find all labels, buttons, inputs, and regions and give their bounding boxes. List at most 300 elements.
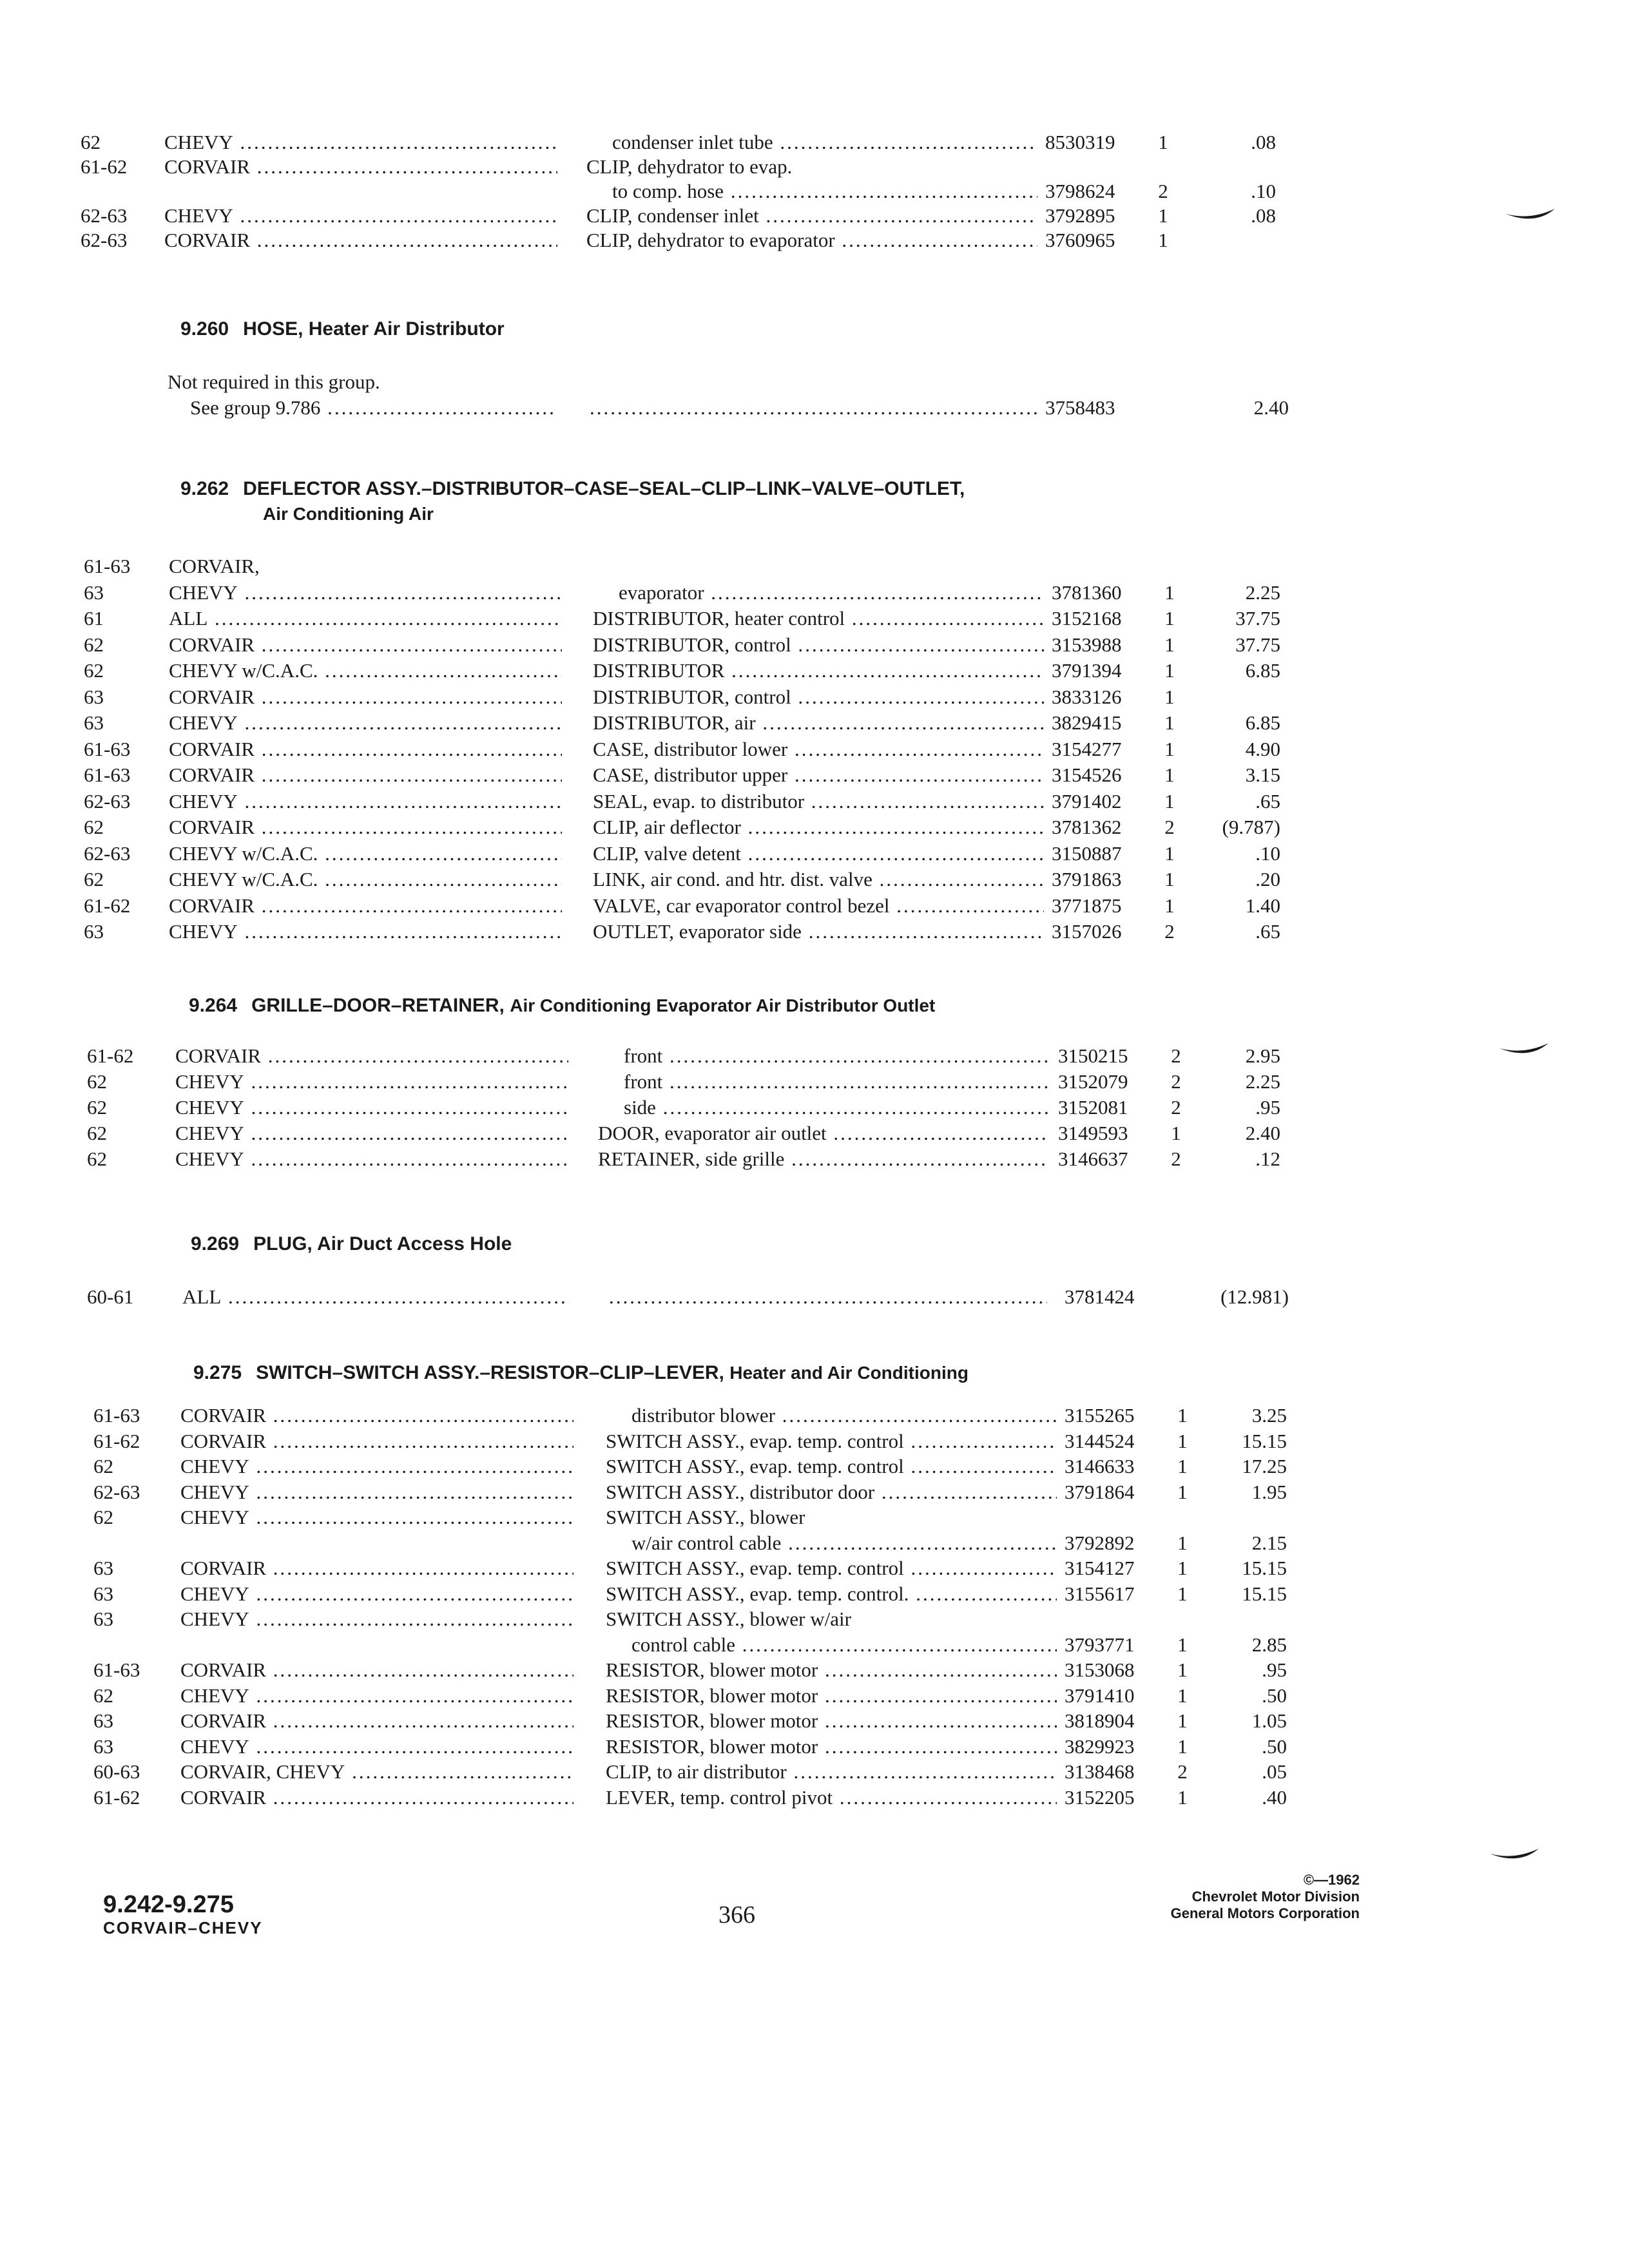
- description: RESISTOR, blower motor .....: [606, 1733, 1057, 1760]
- year: 61-63: [93, 1404, 140, 1427]
- part-number: 3792895: [1045, 204, 1115, 227]
- model: CORVAIR .....: [169, 631, 562, 658]
- note-line-1: Not required in this group.: [168, 370, 380, 393]
- quantity: 1: [1177, 1709, 1188, 1732]
- section-heading-9262: [180, 476, 965, 503]
- year: 62: [87, 1122, 107, 1144]
- table-row: [0, 1581, 1629, 1608]
- model: CORVAIR .....: [180, 1402, 574, 1429]
- quantity: 1: [1177, 1633, 1188, 1656]
- section-number: 9.269: [191, 1233, 240, 1254]
- table-row: [0, 631, 1629, 658]
- model: CHEVY .....: [169, 788, 562, 815]
- quantity: 1: [1158, 229, 1168, 251]
- part-number: 3758483: [1045, 396, 1115, 419]
- description: w/air control cable .....: [631, 1530, 1057, 1557]
- model: CORVAIR,: [169, 555, 260, 577]
- quantity: 1: [1158, 204, 1168, 227]
- description: condenser inlet tube .....: [612, 129, 1037, 156]
- model: CHEVY .....: [175, 1094, 568, 1121]
- model: CHEVY .....: [180, 1479, 574, 1506]
- year: 63: [93, 1582, 113, 1605]
- model: CORVAIR .....: [164, 153, 557, 180]
- description: CASE, distributor upper .....: [593, 762, 1044, 789]
- section-heading-9260: [180, 316, 505, 343]
- model: CHEVY .....: [164, 129, 557, 156]
- model: CHEVY .....: [169, 579, 562, 606]
- model: CHEVY .....: [180, 1581, 574, 1608]
- table-row: [0, 1068, 1629, 1095]
- model: CORVAIR .....: [169, 684, 562, 711]
- quantity: 1: [1177, 1582, 1188, 1605]
- section-heading-9269: [191, 1231, 512, 1258]
- part-number: 3144524: [1065, 1429, 1135, 1452]
- quantity: 1: [1177, 1531, 1188, 1554]
- table-row: [0, 1479, 1629, 1506]
- margin-mark: [1505, 206, 1556, 226]
- description: LINK, air cond. and htr. dist. valve .....: [593, 866, 1044, 893]
- model: ALL .....: [182, 1283, 569, 1311]
- description: CLIP, valve detent .....: [593, 840, 1044, 867]
- year: 61-62: [81, 155, 128, 178]
- description: SWITCH ASSY., blower: [606, 1506, 805, 1528]
- model: CHEVY .....: [164, 202, 557, 229]
- price: .65: [1255, 789, 1280, 812]
- description: SWITCH ASSY., distributor door .....: [606, 1479, 1057, 1506]
- part-number: 3791864: [1065, 1480, 1135, 1503]
- model: CHEVY .....: [175, 1068, 568, 1095]
- year: 62: [87, 1096, 107, 1119]
- model: CORVAIR .....: [180, 1657, 574, 1684]
- part-number: 3153068: [1065, 1658, 1135, 1681]
- quantity: 1: [1164, 764, 1175, 786]
- model: CORVAIR, CHEVY .....: [180, 1758, 574, 1785]
- year: 62: [84, 868, 104, 890]
- quantity: 1: [1177, 1404, 1188, 1427]
- price: .65: [1255, 920, 1280, 943]
- description: DISTRIBUTOR .....: [593, 657, 1044, 684]
- quantity: 1: [1164, 659, 1175, 682]
- part-number: 3149593: [1058, 1122, 1128, 1144]
- price: 15.15: [1242, 1557, 1287, 1579]
- table-row: [0, 553, 1629, 580]
- section-number: 9.264: [189, 995, 238, 1016]
- table-row: [0, 1530, 1629, 1557]
- model: CHEVY w/C.A.C. .....: [169, 866, 562, 893]
- year: 62: [84, 816, 104, 838]
- description: LEVER, temp. control pivot .....: [606, 1784, 1057, 1811]
- description: DISTRIBUTOR, control .....: [593, 684, 1044, 711]
- table-row: [0, 1631, 1629, 1658]
- price: .12: [1255, 1148, 1280, 1170]
- table-row: [0, 1733, 1629, 1760]
- part-number: 3152081: [1058, 1096, 1128, 1119]
- part-number: 3829923: [1065, 1735, 1135, 1758]
- part-number: 3793771: [1065, 1633, 1135, 1656]
- model: CHEVY w/C.A.C. .....: [169, 657, 562, 684]
- price: .10: [1255, 841, 1280, 865]
- table-row: [0, 736, 1629, 763]
- year: 63: [84, 711, 104, 734]
- section-subtitle: Heater and Air Conditioning: [729, 1363, 969, 1383]
- part-number: 3155617: [1065, 1582, 1135, 1605]
- description: DISTRIBUTOR, heater control .....: [593, 605, 1044, 632]
- price: 2.15: [1251, 1531, 1287, 1554]
- model: CHEVY .....: [180, 1453, 574, 1480]
- part-number: 3771875: [1052, 894, 1122, 917]
- description: CASE, distributor lower .....: [593, 736, 1044, 763]
- model: CORVAIR .....: [180, 1784, 574, 1811]
- price: 2.85: [1251, 1633, 1287, 1656]
- year: 63: [93, 1557, 113, 1579]
- description: DISTRIBUTOR, air .....: [593, 709, 1044, 736]
- table-row: [0, 892, 1629, 919]
- table-row: [0, 709, 1629, 736]
- quantity: 2: [1158, 180, 1168, 202]
- description: front .....: [624, 1043, 1049, 1070]
- part-number: 3760965: [1045, 229, 1115, 251]
- part-number: 3781360: [1052, 581, 1122, 604]
- year: 62: [93, 1455, 113, 1477]
- table-row: [0, 1784, 1629, 1811]
- price: 15.15: [1242, 1582, 1287, 1605]
- price: 15.15: [1242, 1429, 1287, 1452]
- year: 63: [84, 581, 104, 604]
- part-number: 3792892: [1065, 1531, 1135, 1554]
- description: SWITCH ASSY., evap. temp. control .....: [606, 1453, 1057, 1480]
- description: RESISTOR, blower motor .....: [606, 1657, 1057, 1684]
- table-row: [0, 1120, 1629, 1147]
- price: 3.25: [1251, 1404, 1287, 1427]
- description: SEAL, evap. to distributor .....: [593, 788, 1044, 815]
- description: CLIP, dehydrator to evaporator .....: [586, 227, 1037, 254]
- year: 61-62: [93, 1429, 140, 1452]
- quantity: 1: [1164, 894, 1175, 917]
- description: CLIP, to air distributor .....: [606, 1758, 1057, 1785]
- section-title: HOSE, Heater Air Distributor: [243, 318, 505, 340]
- section-subtitle: Air Conditioning Evaporator Air Distributor Outlet: [510, 995, 936, 1015]
- year: 61-63: [84, 555, 131, 577]
- part-number: 3781362: [1052, 816, 1122, 838]
- margin-mark: [1498, 1041, 1550, 1060]
- price: .95: [1255, 1096, 1280, 1119]
- price: .05: [1262, 1760, 1287, 1783]
- part-number: 3154277: [1052, 737, 1122, 760]
- section-heading-9264: [189, 992, 935, 1019]
- description: CLIP, air deflector .....: [593, 814, 1044, 841]
- publisher-line-2: General Motors Corporation: [1170, 1905, 1360, 1921]
- quantity: 1: [1164, 581, 1175, 604]
- price: (9.787): [1222, 816, 1280, 838]
- quantity: 2: [1171, 1148, 1181, 1170]
- quantity: 2: [1171, 1070, 1181, 1093]
- table-row: [0, 1707, 1629, 1735]
- year: 61-62: [87, 1044, 134, 1067]
- table-row: [0, 684, 1629, 711]
- price: .08: [1251, 204, 1276, 227]
- leader-dots: [590, 394, 1041, 421]
- description: SWITCH ASSY., evap. temp. control .....: [606, 1555, 1057, 1582]
- table-row: [0, 1555, 1629, 1582]
- page-number: 366: [718, 1901, 755, 1928]
- year: 62-63: [81, 204, 128, 227]
- price: 1.40: [1245, 894, 1280, 917]
- price: 3.15: [1245, 764, 1280, 786]
- year: 63: [84, 920, 104, 943]
- table-row: [0, 1453, 1629, 1480]
- quantity: 2: [1164, 920, 1175, 943]
- margin-mark: [1489, 1846, 1540, 1865]
- description: SWITCH ASSY., evap. temp. control. .....: [606, 1581, 1057, 1608]
- year: 62: [84, 659, 104, 682]
- table-row: [0, 866, 1629, 893]
- year: 63: [93, 1709, 113, 1732]
- quantity: 1: [1177, 1557, 1188, 1579]
- price: 37.75: [1235, 607, 1280, 629]
- part-number: 3818904: [1065, 1709, 1135, 1732]
- table-row: [0, 762, 1629, 789]
- table-row: [0, 202, 1629, 229]
- description: control cable .....: [631, 1631, 1057, 1658]
- description: CLIP, dehydrator to evap.: [586, 155, 793, 178]
- part-number: 3154526: [1052, 764, 1122, 786]
- table-row: [0, 129, 1629, 156]
- model: CORVAIR .....: [169, 736, 562, 763]
- price: .50: [1262, 1735, 1287, 1758]
- year: 61-63: [84, 737, 131, 760]
- table-row: [0, 579, 1629, 606]
- model: CHEVY .....: [169, 918, 562, 945]
- quantity: 1: [1164, 711, 1175, 734]
- leader-dots: [609, 1283, 1047, 1311]
- year: 63: [93, 1735, 113, 1758]
- year: 62: [87, 1070, 107, 1093]
- part-number: 3152168: [1052, 607, 1122, 629]
- description: DOOR, evaporator air outlet .....: [598, 1120, 1049, 1147]
- quantity: 1: [1164, 685, 1175, 708]
- quantity: 2: [1164, 816, 1175, 838]
- price: 1.05: [1251, 1709, 1287, 1732]
- table-row: [0, 227, 1629, 254]
- price: 4.90: [1245, 737, 1280, 760]
- model: CHEVY .....: [175, 1120, 568, 1147]
- price: 37.75: [1235, 633, 1280, 656]
- publisher-block: [1095, 1872, 1360, 1922]
- part-number: 3829415: [1052, 711, 1122, 734]
- model: CHEVY .....: [169, 709, 562, 736]
- year: 62-63: [84, 841, 131, 865]
- model: CHEVY .....: [180, 1682, 574, 1709]
- part-number: 3791402: [1052, 789, 1122, 812]
- section-number: 9.262: [180, 478, 229, 499]
- model: CHEVY .....: [180, 1606, 574, 1633]
- model: CORVAIR .....: [169, 762, 562, 789]
- quantity: 1: [1177, 1735, 1188, 1758]
- price: .50: [1262, 1684, 1287, 1707]
- quantity: 1: [1164, 633, 1175, 656]
- year: 63: [84, 685, 104, 708]
- section-subtitle: Air Conditioning Air: [263, 504, 434, 524]
- publisher-line-1: Chevrolet Motor Division: [1191, 1888, 1360, 1905]
- part-number: 3791863: [1052, 868, 1122, 890]
- year: 63: [93, 1608, 113, 1630]
- model: CHEVY .....: [180, 1504, 574, 1531]
- model: CORVAIR .....: [164, 227, 557, 254]
- table-row: [0, 1094, 1629, 1121]
- quantity: 1: [1164, 737, 1175, 760]
- model: CORVAIR .....: [180, 1707, 574, 1735]
- part-number: 3152205: [1065, 1785, 1135, 1809]
- model: ALL .....: [169, 605, 562, 632]
- price: 2.40: [1253, 396, 1289, 419]
- year: 62: [87, 1148, 107, 1170]
- quantity: 1: [1164, 789, 1175, 812]
- year: 62: [84, 633, 104, 656]
- part-number: 3157026: [1052, 920, 1122, 943]
- quantity: 1: [1177, 1684, 1188, 1707]
- price: .08: [1251, 131, 1276, 153]
- price: (12.981): [1220, 1285, 1289, 1308]
- price: .10: [1251, 180, 1276, 202]
- table-row: [0, 605, 1629, 632]
- part-number: 3150887: [1052, 841, 1122, 865]
- table-row: [0, 814, 1629, 841]
- part-number: 3791410: [1065, 1684, 1135, 1707]
- table-row: [0, 1043, 1629, 1070]
- table-row: [0, 1402, 1629, 1429]
- table-row: [0, 178, 1629, 205]
- year: 61-63: [84, 764, 131, 786]
- quantity: 1: [1164, 841, 1175, 865]
- part-number: 3153988: [1052, 633, 1122, 656]
- price: 17.25: [1242, 1455, 1287, 1477]
- table-row: [0, 1682, 1629, 1709]
- section-title: GRILLE–DOOR–RETAINER,: [251, 995, 505, 1016]
- section-number: 9.275: [193, 1362, 242, 1383]
- quantity: 1: [1177, 1455, 1188, 1477]
- model: CHEVY w/C.A.C. .....: [169, 840, 562, 867]
- part-number: 3150215: [1058, 1044, 1128, 1067]
- description: RESISTOR, blower motor .....: [606, 1707, 1057, 1735]
- part-number: 3154127: [1065, 1557, 1135, 1579]
- quantity: 1: [1164, 868, 1175, 890]
- table-row: [0, 788, 1629, 815]
- model: CHEVY .....: [180, 1733, 574, 1760]
- part-number: 3798624: [1045, 180, 1115, 202]
- section-title: SWITCH–SWITCH ASSY.–RESISTOR–CLIP–LEVER,: [256, 1362, 724, 1383]
- part-number: 3833126: [1052, 685, 1122, 708]
- table-row: [0, 1606, 1629, 1633]
- year: 62: [81, 131, 101, 153]
- price: 2.40: [1245, 1122, 1280, 1144]
- table-row: [0, 840, 1629, 867]
- price: .95: [1262, 1658, 1287, 1681]
- description: evaporator .....: [619, 579, 1044, 606]
- price: 2.95: [1245, 1044, 1280, 1067]
- price: 6.85: [1245, 711, 1280, 734]
- description: side .....: [624, 1094, 1049, 1121]
- year: 62-63: [81, 229, 128, 251]
- quantity: 2: [1171, 1096, 1181, 1119]
- note-line-2: See group 9.786 .....: [190, 394, 557, 421]
- model: CORVAIR .....: [169, 892, 562, 919]
- table-row: [0, 918, 1629, 945]
- price: 2.25: [1245, 1070, 1280, 1093]
- year: 60-63: [93, 1760, 140, 1783]
- description: distributor blower .....: [631, 1402, 1057, 1429]
- year: 60-61: [87, 1285, 134, 1308]
- section-title: DEFLECTOR ASSY.–DISTRIBUTOR–CASE–SEAL–CLIP–LINK–VALVE–OUTLET,: [243, 478, 965, 499]
- footer-section-range: [103, 1891, 263, 1937]
- part-number: 8530319: [1045, 131, 1115, 153]
- year: 62: [93, 1684, 113, 1707]
- description: SWITCH ASSY., blower w/air: [606, 1608, 851, 1630]
- year: 61-62: [84, 894, 131, 917]
- year: 62: [93, 1506, 113, 1528]
- quantity: 1: [1177, 1480, 1188, 1503]
- model: CORVAIR .....: [180, 1428, 574, 1455]
- model: CORVAIR .....: [175, 1043, 568, 1070]
- table-row: [0, 1657, 1629, 1684]
- model: CORVAIR .....: [169, 814, 562, 841]
- quantity: 1: [1171, 1122, 1181, 1144]
- part-number: 3781424: [1065, 1285, 1135, 1308]
- description: SWITCH ASSY., evap. temp. control .....: [606, 1428, 1057, 1455]
- description: DISTRIBUTOR, control .....: [593, 631, 1044, 658]
- quantity: 2: [1171, 1044, 1181, 1067]
- quantity: 1: [1158, 131, 1168, 153]
- copyright: ©—1962: [1303, 1872, 1360, 1888]
- part-number: 3791394: [1052, 659, 1122, 682]
- part-number: 3146637: [1058, 1148, 1128, 1170]
- section-range: 9.242-9.275: [103, 1891, 234, 1918]
- make-label: CORVAIR–CHEVY: [103, 1918, 263, 1937]
- model: CHEVY .....: [175, 1146, 568, 1173]
- description: front .....: [624, 1068, 1049, 1095]
- description: CLIP, condenser inlet .....: [586, 202, 1037, 229]
- quantity: 1: [1177, 1429, 1188, 1452]
- table-row: [0, 1504, 1629, 1531]
- table-row: [0, 1283, 1629, 1311]
- year: 62-63: [93, 1480, 140, 1503]
- description: RETAINER, side grille .....: [598, 1146, 1049, 1173]
- quantity: 1: [1164, 607, 1175, 629]
- table-row: [0, 1146, 1629, 1173]
- model: CORVAIR .....: [180, 1555, 574, 1582]
- part-number: 3146633: [1065, 1455, 1135, 1477]
- part-number: 3152079: [1058, 1070, 1128, 1093]
- quantity: 1: [1177, 1658, 1188, 1681]
- price: 6.85: [1245, 659, 1280, 682]
- table-row: [0, 153, 1629, 180]
- price: .40: [1262, 1785, 1287, 1809]
- description: to comp. hose .....: [612, 178, 1037, 205]
- description: VALVE, car evaporator control bezel .....: [593, 892, 1044, 919]
- description: RESISTOR, blower motor .....: [606, 1682, 1057, 1709]
- part-number: 3138468: [1065, 1760, 1135, 1783]
- section-number: 9.260: [180, 318, 229, 340]
- quantity: 2: [1177, 1760, 1188, 1783]
- price: 1.95: [1251, 1480, 1287, 1503]
- quantity: 1: [1177, 1785, 1188, 1809]
- section-heading-9275: [193, 1360, 969, 1387]
- year: 61-62: [93, 1785, 140, 1809]
- price: 2.25: [1245, 581, 1280, 604]
- table-row: [0, 1758, 1629, 1785]
- section-title: PLUG, Air Duct Access Hole: [253, 1233, 512, 1254]
- price: .20: [1255, 868, 1280, 890]
- year: 61: [84, 607, 104, 629]
